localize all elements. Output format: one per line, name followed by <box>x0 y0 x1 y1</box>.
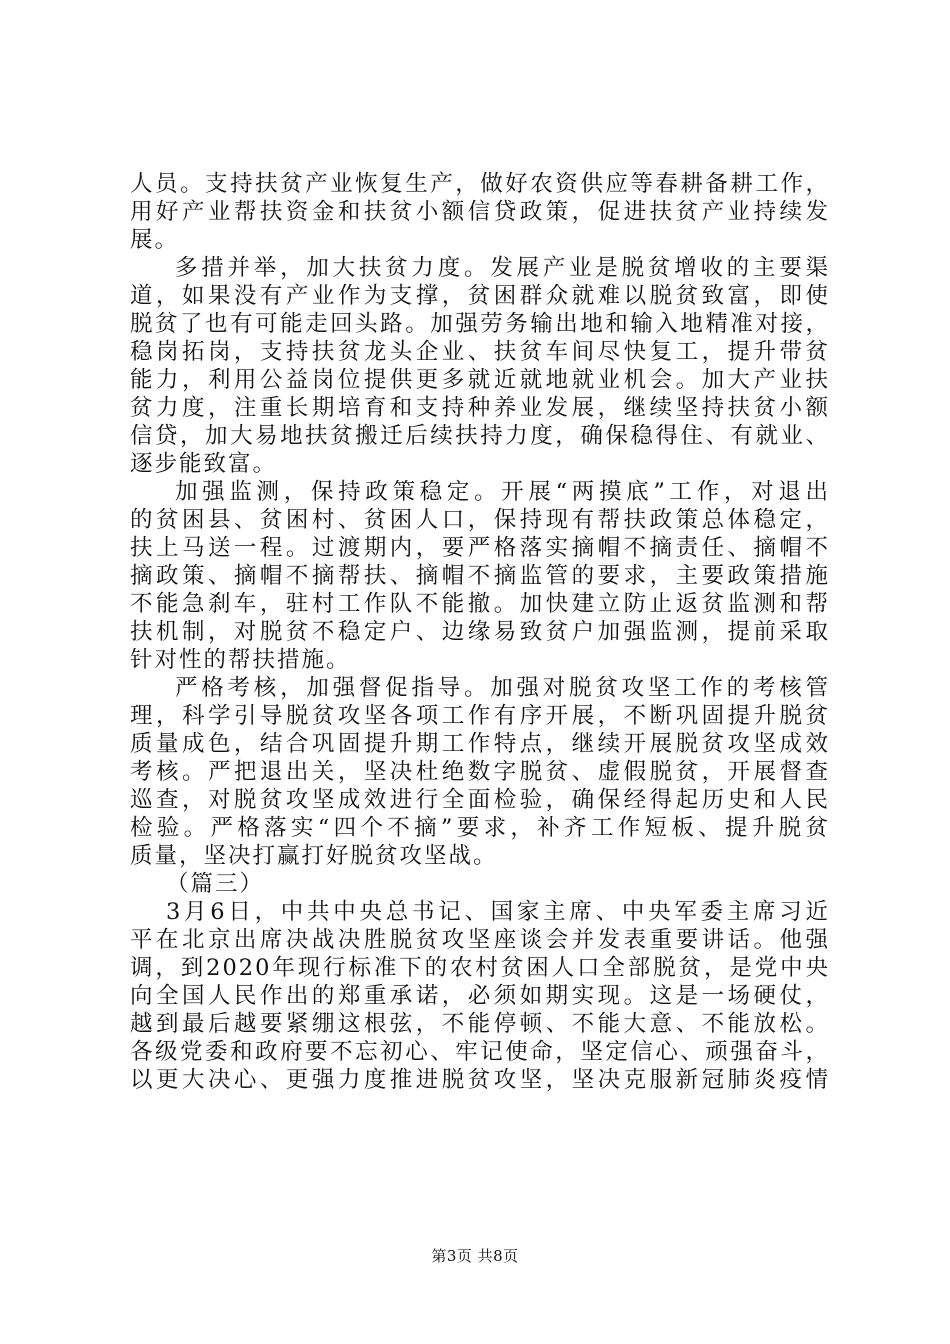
text-line: 理，科学引导脱贫攻坚各项工作有序开展，不断巩固提升脱贫 <box>130 703 830 729</box>
paragraph-start: 3月6日，中共中央总书记、国家主席、中央军委主席习近 <box>166 899 830 925</box>
text-line: 考核。严把退出关，坚决杜绝数字脱贫、虚假脱贫，开展督查 <box>130 759 830 785</box>
text-line: 贫力度，注重长期培育和支持种养业发展，继续坚持扶贫小额 <box>130 395 830 421</box>
text-line: 不能急刹车，驻村工作队不能撤。加快建立防止返贫监测和帮 <box>130 591 830 617</box>
text-line: 各级党委和政府要不忘初心、牢记使命，坚定信心、顽强奋斗， <box>130 1039 830 1065</box>
text-line: 展。 <box>130 227 180 253</box>
text-line: 向全国人民作出的郑重承诺，必须如期实现。这是一场硬仗， <box>130 983 830 1009</box>
text-line: 针对性的帮扶措施。 <box>130 647 351 673</box>
text-line: 调，到2020年现行标准下的农村贫困人口全部脱贫，是党中央 <box>130 955 830 981</box>
text-line: 能力，利用公益岗位提供更多就近就地就业机会。加大产业扶 <box>130 367 830 393</box>
text-line: 稳岗拓岗，支持扶贫龙头企业、扶贫车间尽快复工，提升带贫 <box>130 339 830 365</box>
document-body <box>130 170 830 1094</box>
text-line: 质量，坚决打赢打好脱贫攻坚战。 <box>130 843 498 869</box>
paragraph-start: 加强监测，保持政策稳定。开展“两摸底”工作，对退出 <box>175 479 830 505</box>
text-line: 越到最后越要紧绷这根弦，不能停顿、不能大意、不能放松。 <box>130 1011 830 1037</box>
text-line: 平在北京出席决战决胜脱贫攻坚座谈会并发表重要讲话。他强 <box>130 927 830 953</box>
text-line: 检验。严格落实“四个不摘”要求，补齐工作短板、提升脱贫 <box>130 815 830 841</box>
text-line: 以更大决心、更强力度推进脱贫攻坚，坚决克服新冠肺炎疫情 <box>130 1067 830 1093</box>
paragraph-start: 严格考核，加强督促指导。加强对脱贫攻坚工作的考核管 <box>175 675 830 701</box>
text-line: 信贷，加大易地扶贫搬迁后续扶持力度，确保稳得住、有就业、 <box>130 423 830 449</box>
text-line: 人员。支持扶贫产业恢复生产，做好农资供应等春耕备耕工作， <box>130 171 830 197</box>
text-line: 脱贫了也有可能走回头路。加强劳务输出地和输入地精准对接， <box>130 311 830 337</box>
text-line: 扶机制，对脱贫不稳定户、边缘易致贫户加强监测，提前采取 <box>130 619 830 645</box>
text-line: 质量成色，结合巩固提升期工作特点，继续开展脱贫攻坚成效 <box>130 731 830 757</box>
section-heading: （篇三） <box>166 871 265 897</box>
text-line: 用好产业帮扶资金和扶贫小额信贷政策，促进扶贫产业持续发 <box>130 199 830 225</box>
text-line: 巡查，对脱贫攻坚成效进行全面检验，确保经得起历史和人民 <box>130 787 830 813</box>
text-line: 道，如果没有产业作为支撑，贫困群众就难以脱贫致富，即使 <box>130 283 830 309</box>
text-line: 摘政策、摘帽不摘帮扶、摘帽不摘监管的要求，主要政策措施 <box>130 563 830 589</box>
text-line: 扶上马送一程。过渡期内，要严格落实摘帽不摘责任、摘帽不 <box>130 535 830 561</box>
text-line: 的贫困县、贫困村、贫困人口，保持现有帮扶政策总体稳定， <box>130 507 830 533</box>
page-number: 第3页 共8页 <box>431 1247 519 1265</box>
text-line: 逐步能致富。 <box>130 451 278 477</box>
paragraph-start: 多措并举，加大扶贫力度。发展产业是脱贫增收的主要渠 <box>175 255 830 281</box>
